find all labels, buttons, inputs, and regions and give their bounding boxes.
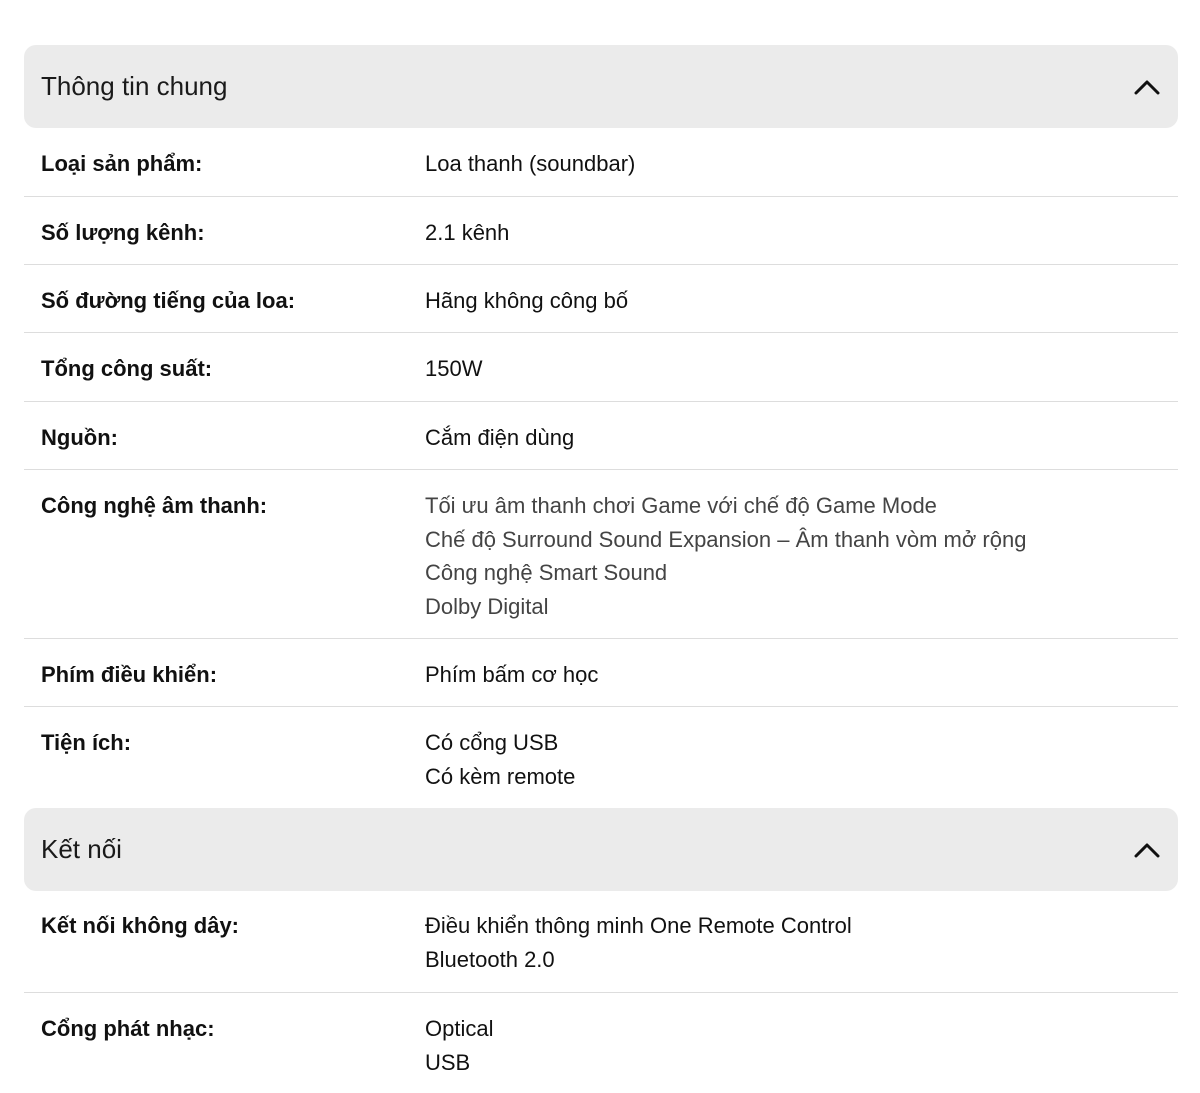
chevron-up-icon[interactable] — [1134, 837, 1160, 863]
spec-label: Loại sản phẩm: — [41, 151, 203, 176]
spec-row — [24, 402, 1178, 470]
spec-value — [425, 1012, 493, 1093]
spec-value-line: Dolby Digital — [425, 593, 549, 619]
spec-label: Kết nối không dây: — [41, 913, 239, 938]
spec-row — [24, 707, 1178, 808]
spec-value-line: Bluetooth 2.0 — [425, 946, 555, 972]
spec-value-line: USB — [425, 1049, 471, 1075]
spec-value — [425, 658, 598, 706]
spec-value-line: Điều khiển thông minh One Remote Control — [425, 913, 852, 938]
spec-value — [425, 909, 852, 992]
spec-value-line: Cắm điện dùng — [425, 425, 575, 450]
spec-row — [24, 333, 1178, 402]
spec-container — [24, 45, 1178, 1093]
spec-label: Số lượng kênh: — [41, 220, 205, 245]
spec-row — [24, 128, 1178, 197]
spec-value-line: Chế độ Surround Sound Expansion – Âm thanh vòm mở rộng — [425, 526, 1027, 552]
spec-value-line: Loa thanh (soundbar) — [425, 151, 636, 176]
spec-label: Nguồn: — [41, 425, 118, 450]
spec-value-line: Hãng không công bố — [425, 288, 629, 313]
spec-label: Công nghệ âm thanh: — [41, 493, 268, 518]
section-header-general[interactable] — [24, 45, 1178, 128]
spec-label: Tổng công suất: — [41, 356, 213, 381]
spec-table-general — [24, 128, 1178, 808]
spec-value — [425, 284, 628, 332]
section-title: Kết nối — [41, 834, 122, 864]
spec-value — [425, 489, 1026, 638]
spec-value-line: Optical — [425, 1016, 494, 1041]
spec-value-line: Có kèm remote — [425, 763, 576, 789]
spec-value-line: 150W — [425, 356, 483, 381]
spec-row — [24, 197, 1178, 265]
spec-row — [24, 639, 1178, 707]
spec-value-line: Công nghệ Smart Sound — [425, 560, 668, 585]
spec-row — [24, 891, 1178, 993]
section-header-connectivity[interactable] — [24, 808, 1178, 891]
spec-label: Phím điều khiển: — [41, 662, 218, 687]
spec-row — [24, 993, 1178, 1093]
spec-value-line: Phím bấm cơ học — [425, 662, 599, 687]
spec-row — [24, 470, 1178, 639]
chevron-up-icon[interactable] — [1134, 74, 1160, 100]
spec-label: Số đường tiếng của loa: — [41, 288, 296, 313]
spec-value-line: Tối ưu âm thanh chơi Game với chế độ Game Mode — [425, 493, 937, 518]
spec-label: Cổng phát nhạc: — [41, 1016, 215, 1041]
spec-value-line: Có cổng USB — [425, 730, 559, 755]
spec-value — [425, 147, 635, 196]
spec-value — [425, 421, 574, 469]
spec-table-connectivity — [24, 891, 1178, 1093]
spec-value — [425, 216, 509, 264]
spec-row — [24, 265, 1178, 333]
spec-value — [425, 726, 575, 808]
spec-label: Tiện ích: — [41, 730, 132, 755]
spec-value-line: 2.1 kênh — [425, 220, 510, 245]
section-title: Thông tin chung — [41, 71, 228, 101]
spec-value — [425, 352, 482, 401]
